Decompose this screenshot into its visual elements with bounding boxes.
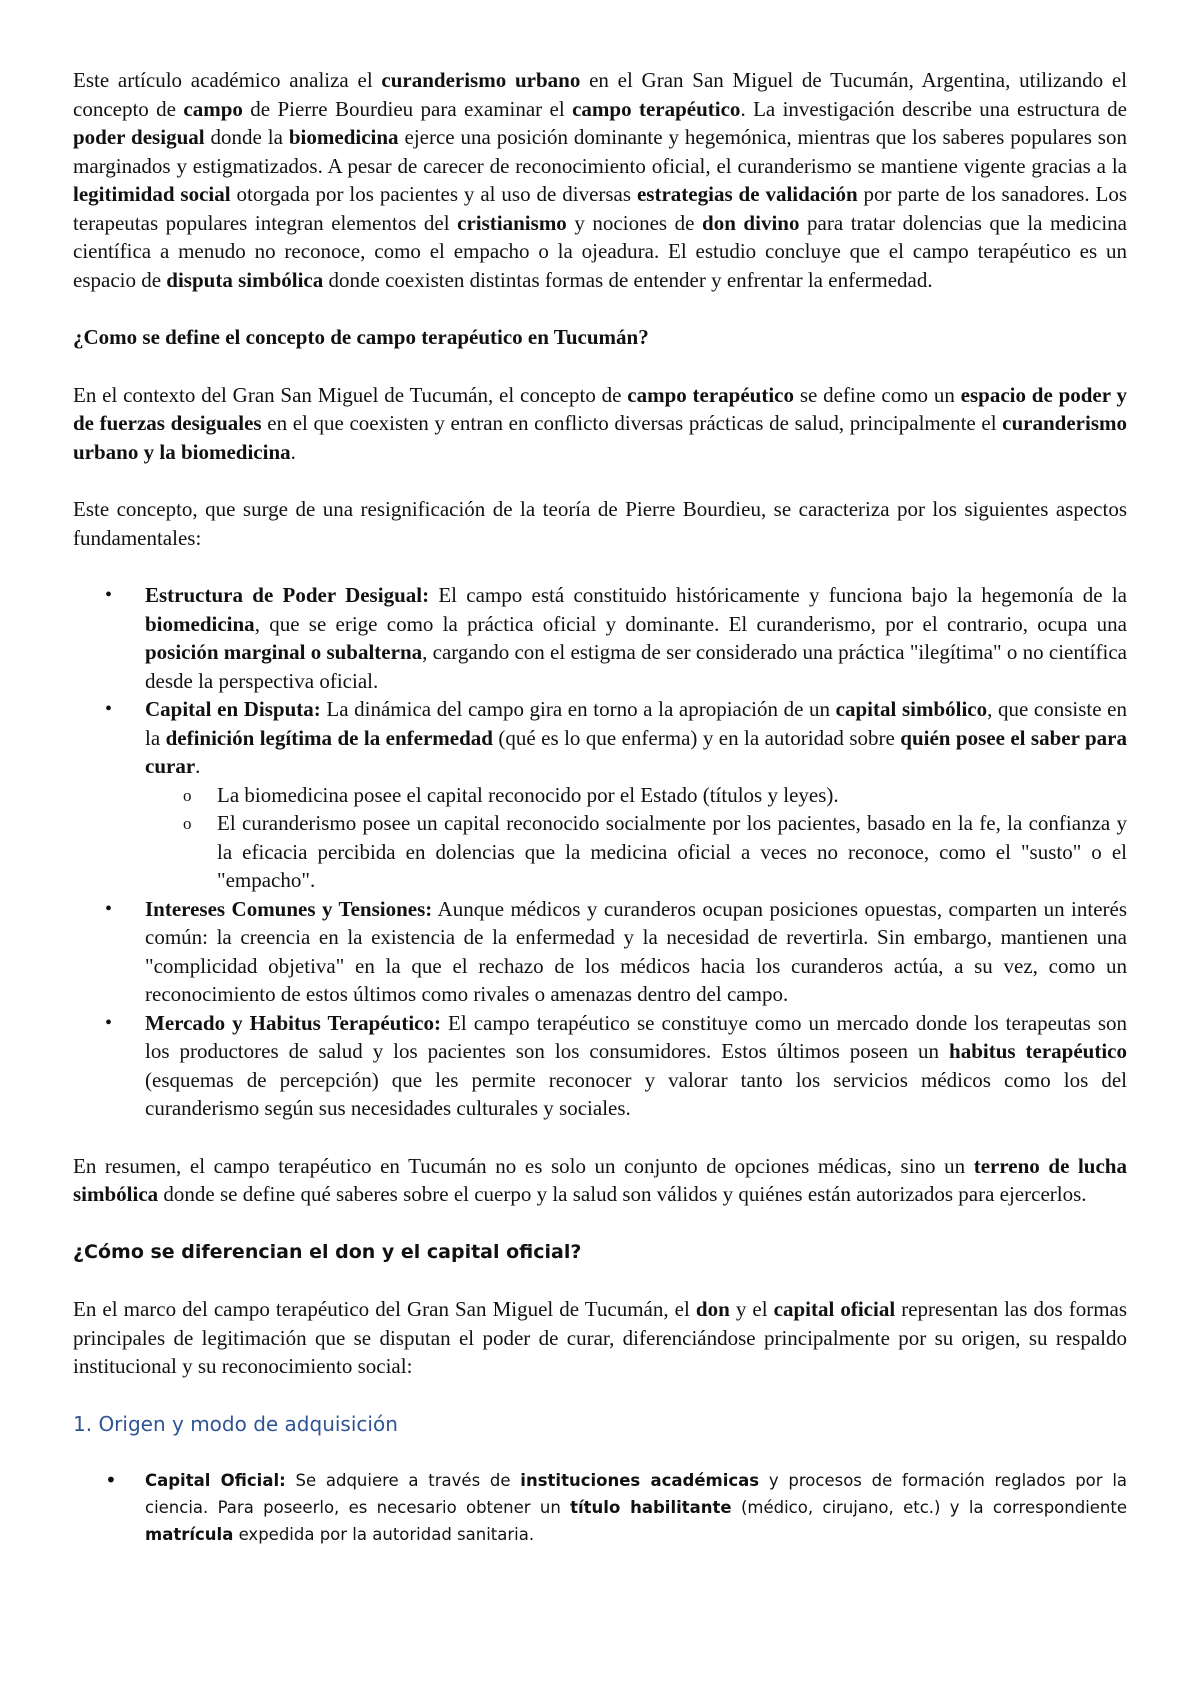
bullet-icon: • bbox=[105, 1468, 117, 1492]
bold-text: capital oficial bbox=[773, 1297, 896, 1321]
list-item bbox=[73, 1009, 1127, 1123]
text-run: para tratar dolencias que la medicina científica a menudo no reconoce, como el empacho o la ojeadura. El estudio concluye que el campo terapéutico es un espacio de bbox=[73, 210, 1127, 292]
bold-text: legitimidad social bbox=[73, 182, 231, 206]
q2-paragraph-1 bbox=[73, 1295, 1127, 1381]
text-run: se define como un bbox=[794, 382, 961, 407]
text-run: y el bbox=[729, 1297, 774, 1321]
bold-text: disputa simbólica bbox=[166, 267, 324, 292]
list-item bbox=[73, 1467, 1127, 1548]
text-run: El curanderismo posee un capital reconocido socialmente por los pacientes, basado en la fe, la confianza y la eficacia percibida en dolencias que la medicina oficial a veces no reconoce, como el "susto" o el "empacho". bbox=[217, 811, 1127, 892]
sub-list-item-text bbox=[217, 783, 839, 807]
bold-text: curanderismo urbano bbox=[381, 68, 581, 92]
text-run: de Pierre Bourdieu para examinar el bbox=[242, 96, 573, 121]
bold-text: instituciones académicas bbox=[520, 1471, 760, 1490]
bold-text: habitus terapéutico bbox=[949, 1039, 1127, 1063]
bold-text: Estructura de Poder Desigual: bbox=[145, 583, 430, 607]
bullet-icon: • bbox=[105, 584, 113, 606]
text-run: . La investigación describe una estructura de bbox=[740, 96, 1127, 121]
bullet-icon: • bbox=[105, 897, 113, 920]
bold-text: biomedicina bbox=[145, 611, 255, 636]
text-run: y nociones de bbox=[566, 210, 703, 235]
text-run: (esquemas de percepción) que les permite reconocer y valorar tanto los servicios médicos como los del curanderismo según sus necesidades culturales y sociales. bbox=[145, 1067, 1127, 1120]
aspects-list bbox=[73, 581, 1127, 1123]
text-run: En resumen, el campo terapéutico en Tucumán no es solo un conjunto de opciones médicas, sino un bbox=[73, 1153, 974, 1178]
bold-text: poder desigual bbox=[73, 125, 205, 149]
text-run: , que consiste en la bbox=[145, 697, 1128, 750]
list-item bbox=[73, 695, 1127, 895]
bold-text: matrícula bbox=[145, 1525, 234, 1544]
list-item bbox=[73, 895, 1127, 1009]
bold-text: estrategias de validación bbox=[636, 182, 858, 206]
document-page bbox=[73, 66, 1127, 1548]
text-run: ejerce una posición dominante y hegemónica, mientras que los saberes populares son marginados y estigmatizados. A pesar de carecer de reconocimiento oficial, el curanderismo se mantiene vigente gracias a la bbox=[73, 125, 1127, 178]
bold-text: espacio de poder y de fuerzas desiguales bbox=[73, 382, 1127, 435]
text-run: La biomedicina posee el capital reconocido por el Estado (títulos y leyes). bbox=[217, 782, 839, 807]
text-run: donde se define qué saberes sobre el cuerpo y la salud son válidos y quiénes están autorizados para ejercerlos. bbox=[158, 1182, 1087, 1206]
text-run: El campo terapéutico se constituye como un mercado donde los terapeutas son los productores de salud y los pacientes son los consumidores. Estos últimos poseen un bbox=[145, 1010, 1127, 1063]
list-item bbox=[73, 581, 1127, 695]
summary-paragraph bbox=[73, 1152, 1127, 1209]
q1-paragraph-2 bbox=[73, 495, 1127, 552]
sub-list-item-text bbox=[217, 811, 1127, 892]
text-run: . bbox=[195, 754, 201, 778]
question-heading-1: ¿Como se define el concepto de campo terapéutico en Tucumán? bbox=[73, 325, 649, 349]
list-item-text bbox=[145, 1471, 1127, 1544]
text-run: En el marco del campo terapéutico del Gran San Miguel de Tucumán, el bbox=[73, 1297, 696, 1321]
text-run: Este concepto, que surge de una resignificación de la teoría de Pierre Bourdieu, se caracteriza por los siguientes aspectos fundamentales: bbox=[73, 497, 1127, 550]
text-run: (qué es lo que enferma) y en la autoridad sobre bbox=[492, 725, 901, 750]
list-item-text bbox=[145, 697, 1127, 778]
question-heading-2: ¿Cómo se diferencian el don y el capital oficial? bbox=[73, 1240, 582, 1263]
bold-text: biomedicina bbox=[288, 125, 399, 149]
sub-bullet-icon: o bbox=[183, 814, 192, 833]
text-run: En el contexto del Gran San Miguel de Tucumán, el concepto de bbox=[73, 382, 628, 407]
origin-list bbox=[73, 1467, 1127, 1548]
bold-text: don divino bbox=[702, 210, 800, 235]
text-run: y procesos de formación reglados por la ciencia. Para poseerlo, es necesario obtener un bbox=[145, 1471, 1128, 1517]
bullet-icon: • bbox=[105, 1011, 113, 1034]
bold-text: capital simbólico bbox=[835, 697, 988, 721]
bold-text: posición marginal o subalterna bbox=[145, 640, 423, 664]
bold-text: Capital en Disputa: bbox=[145, 697, 321, 721]
list-item-text bbox=[145, 1011, 1127, 1121]
bold-text: cristianismo bbox=[457, 210, 567, 235]
text-run: donde coexisten distintas formas de entender y enfrentar la enfermedad. bbox=[323, 267, 933, 292]
bold-text: terreno de lucha simbólica bbox=[73, 1153, 1127, 1206]
bold-text: campo terapéutico bbox=[572, 96, 741, 121]
text-run: Este artículo académico analiza el bbox=[73, 68, 382, 92]
bold-text: Capital Oficial: bbox=[145, 1471, 286, 1490]
text-run: Se adquiere a través de bbox=[285, 1471, 521, 1490]
bullet-icon: • bbox=[105, 698, 113, 720]
bold-text: campo terapéutico bbox=[627, 382, 795, 407]
sub-list bbox=[145, 781, 1127, 895]
list-item-text bbox=[145, 897, 1127, 1007]
intro-paragraph bbox=[73, 66, 1127, 294]
sub-bullet-icon: o bbox=[183, 785, 192, 805]
text-run: en el Gran San Miguel de Tucumán, Argentina, utilizando el concepto de bbox=[73, 68, 1127, 121]
text-run: , que se erige como la práctica oficial y dominante. El curanderismo, por el contrario, ocupa una bbox=[254, 611, 1127, 636]
text-run: Aunque médicos y curanderos ocupan posiciones opuestas, comparten un interés común: la creencia en la existencia de la enfermedad y la necesidad de revertirla. Sin embargo, mantienen una "complicidad objetiva" en la que el rechazo de los médicos hacia los curanderos actúa, a su vez, como un reconocimiento de estos últimos como rivales o amenazas dentro del campo. bbox=[145, 896, 1127, 1006]
list-item-text bbox=[145, 583, 1127, 693]
text-run: (médico, cirujano, etc.) y la correspondiente bbox=[731, 1498, 1128, 1517]
bold-text: campo bbox=[183, 96, 243, 121]
bold-text: definición legítima de la enfermedad bbox=[165, 725, 493, 750]
q1-paragraph-1 bbox=[73, 381, 1127, 467]
text-run: donde la bbox=[204, 125, 289, 149]
text-run: expedida por la autoridad sanitaria. bbox=[233, 1525, 535, 1544]
bold-text: curanderismo urbano y la biomedicina bbox=[73, 411, 1127, 464]
sub-list-item bbox=[145, 809, 1127, 895]
text-run: otorgada por los pacientes y al uso de diversas bbox=[230, 182, 637, 206]
section-heading-origin: 1. Origen y modo de adquisición bbox=[73, 1411, 398, 1436]
text-run: El campo está constituido históricamente y funciona bajo la hegemonía de la bbox=[429, 583, 1127, 607]
text-run: , cargando con el estigma de ser considerado una práctica "ilegítima" o no científica desde la perspectiva oficial. bbox=[145, 640, 1127, 693]
text-run: representan las dos formas principales de legitimación que se disputan el poder de curar, diferenciándose principalmente por su origen, su respaldo institucional y su reconocimiento social: bbox=[73, 1297, 1128, 1378]
bold-text: Intereses Comunes y Tensiones: bbox=[145, 896, 433, 921]
text-run: en el que coexisten y entran en conflicto diversas prácticas de salud, principalmente el bbox=[261, 411, 1003, 435]
bold-text: quién posee el saber para curar bbox=[145, 725, 1127, 778]
bold-text: don bbox=[695, 1297, 730, 1321]
text-run: . bbox=[290, 439, 296, 464]
text-run: por parte de los sanadores. Los terapeutas populares integran elementos del bbox=[73, 182, 1128, 235]
text-run: La dinámica del campo gira en torno a la apropiación de un bbox=[320, 697, 836, 721]
sub-list-item bbox=[145, 781, 1127, 810]
bold-text: Mercado y Habitus Terapéutico: bbox=[145, 1010, 441, 1035]
bold-text: título habilitante bbox=[570, 1498, 732, 1517]
